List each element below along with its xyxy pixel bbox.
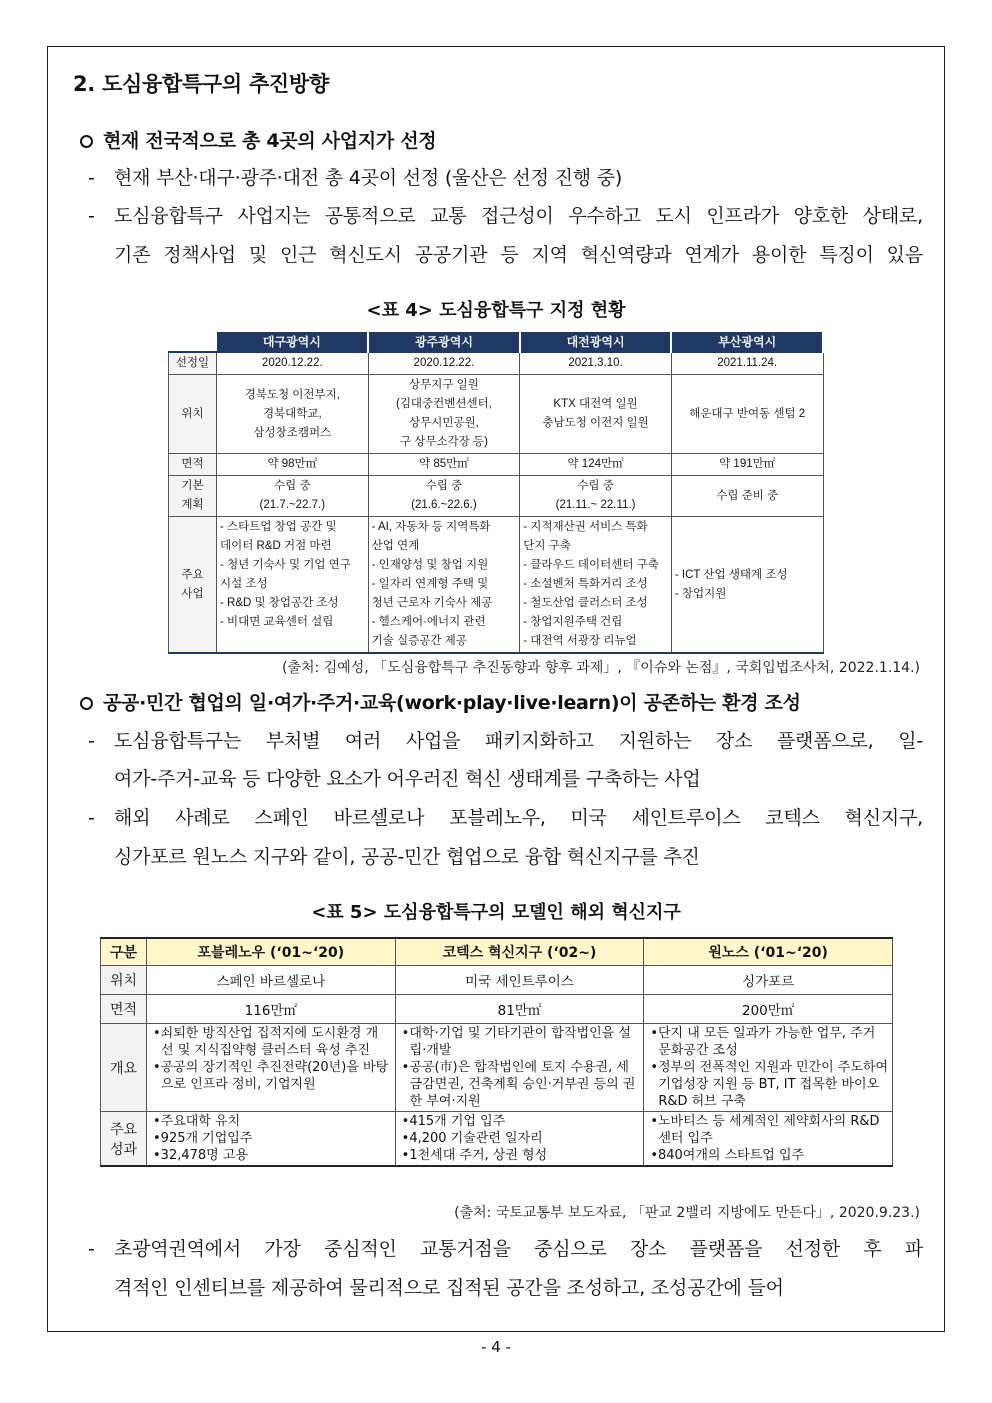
table4-cell: 해운대구 반여동 센텀 2 [671, 375, 823, 454]
table4-row-label: 기본 계획 [169, 476, 217, 517]
table4-caption: <표 4> 도심융합특구 지정 현황 [366, 300, 626, 321]
final-item: - 초광역권역에서 가장 중심적인 교통거점을 중심으로 장소 플랫폼을 선정한 후 파 [88, 1238, 923, 1260]
table4-cell: - 스타트업 창업 공간 및 데이터 R&D 거점 마련 - 청년 기숙사 및 기업 연구 시설 조성 - R&D 및 창업공간 조성 - 비대면 교육센터 설립 [217, 517, 369, 654]
table4 [168, 332, 824, 654]
table5 [100, 937, 893, 1167]
table4-cell: 약 98만㎡ [217, 454, 369, 476]
table5-row-label: 면적 [101, 995, 147, 1024]
table5-cell: •415개 기업 입주 •4,200 기술관련 일자리 •1천세대 주거, 상권 형성 [395, 1112, 644, 1167]
table4-cell: 경북도청 이전부지, 경북대학교, 삼성창조캠퍼스 [217, 375, 369, 454]
table4-row-label: 위치 [169, 375, 217, 454]
table5-cell: 싱가포르 [644, 966, 893, 995]
table4-row-label: 선정일 [169, 352, 217, 375]
table5-cell: •쇠퇴한 방직산업 집적지에 도시환경 개선 및 지식집약형 클러스터 육성 추진 •공공의 장기적인 추진전략(20년)을 바탕으로 인프라 정비, 기업지원 [147, 1024, 396, 1112]
bullet2-item-2-cont: 싱가포르 원노스 지구와 같이, 공공-민간 협업으로 융합 혁신지구를 추진 [114, 846, 700, 868]
table4-cell: 수립 중 (21.6.~22.6.) [368, 476, 520, 517]
table5-cell: •노바티스 등 세계적인 제약회사의 R&D센터 입주 •840여개의 스타트업 입주 [644, 1112, 893, 1167]
table5-header-onenorth: 원노스 (‘01~‘20) [644, 938, 893, 966]
table4-cell: KTX 대전역 일원 충남도청 이전지 일원 [520, 375, 672, 454]
table5-cell: •대학·기업 및 기타기관이 합작법인을 설립·개발 •공공(市)은 합작법인에 토지 수용권, 세금감면권, 건축계획 승인·거부권 등의 권한 부여·지원 [395, 1024, 644, 1112]
table4-cell: 약 191만㎡ [671, 454, 823, 476]
table4-cell: 약 124만㎡ [520, 454, 672, 476]
table4-cell: 약 85만㎡ [368, 454, 520, 476]
table5-cell: 스페인 바르셀로나 [147, 966, 396, 995]
table5-row-label: 위치 [101, 966, 147, 995]
circle-bullet-icon [80, 697, 93, 710]
table5-row-label: 개요 [101, 1024, 147, 1112]
table4-cell: 수립 준비 중 [671, 476, 823, 517]
table4-col-busan: 부산광역시 [671, 332, 823, 352]
table5-row-label: 주요 성과 [101, 1112, 147, 1167]
table4-cell: - AI, 자동차 등 지역특화 산업 연계 - 인재양성 및 창업 지원 - 일자리 연계형 주택 및 청년 근로자 기숙사 제공 - 헬스케어·에너지 관련 기술 실증공간 제공 [368, 517, 520, 654]
section-title: 2. 도심융합특구의 추진방향 [73, 72, 329, 96]
table5-cell: 200만㎡ [644, 995, 893, 1024]
bullet2-item-2: - 해외 사례로 스페인 바르셀로나 포블레노우, 미국 세인트루이스 코텍스 혁신지구, [88, 807, 923, 829]
table4-cell: 수립 중 (21.11.~ 22.11.) [520, 476, 672, 517]
table4-cell: 2021.3.10. [520, 352, 672, 375]
table4-cell: 수립 중 (21.7.~22.7.) [217, 476, 369, 517]
table5-header-cortex: 코텍스 혁신지구 (‘02~) [395, 938, 644, 966]
table5-cell: 116만㎡ [147, 995, 396, 1024]
final-item-cont: 격적인 인센티브를 제공하여 물리적으로 집적된 공간을 조성하고, 조성공간에 들어 [114, 1277, 784, 1299]
table5-header-category: 구분 [101, 938, 147, 966]
table4-cell: 2020.12.22. [368, 352, 520, 375]
table4-col-daejeon: 대전광역시 [520, 332, 672, 352]
table5-cell: 81만㎡ [395, 995, 644, 1024]
table4-col-gwangju: 광주광역시 [368, 332, 520, 352]
table5-cell: •주요대학 유치 •925개 기업입주 •32,478명 고용 [147, 1112, 396, 1167]
table5-caption: <표 5> 도심융합특구의 모델인 해외 혁신지구 [311, 902, 681, 923]
bullet2-item-1-cont: 여가-주거-교육 등 다양한 요소가 어우러진 혁신 생태계를 구축하는 사업 [114, 768, 701, 790]
table4-source: (출처: 김예성, 「도심융합특구 추진동향과 향후 과제」, 『이슈와 논점』, 국회입법조사처, 2022.1.14.) [282, 660, 920, 676]
circle-bullet-icon [80, 135, 93, 148]
bullet-heading-1: 현재 전국적으로 총 4곳의 사업지가 선정 [80, 126, 436, 153]
table4-corner [169, 332, 217, 352]
bullet2-item-1: - 도심융합특구는 부처별 여러 사업을 패키지화하고 지원하는 장소 플랫폼으로, 일- [88, 730, 923, 752]
page-number: - 4 - [481, 1338, 511, 1356]
table5-source: (출처: 국토교통부 보도자료, 「판교 2밸리 지방에도 만든다」, 2020.9.23.) [454, 1205, 920, 1221]
table5-cell: 미국 세인트루이스 [395, 966, 644, 995]
table4-row-label: 주요 사업 [169, 517, 217, 654]
bullet-heading-2: 공공·민간 협업의 일·여가·주거·교육(work·play·live·learn)이 공존하는 환경 조성 [80, 688, 801, 715]
table4-cell: 2021.11.24. [671, 352, 823, 375]
bullet1-item-2-cont: 기존 정책사업 및 인근 혁신도시 공공기관 등 지역 혁신역량과 연계가 용이한 특징이 있음 [114, 244, 923, 266]
table4-cell: - 지적재산권 서비스 특화 단지 구축 - 클라우드 데이터센터 구축 - 소셜벤처 특화거리 조성 - 철도산업 클러스터 조성 - 창업지원주택 건립 - 대전역 서광장 리뉴얼 [520, 517, 672, 654]
table5-cell: •단지 내 모든 일과가 가능한 업무, 주거 문화공간 조성 •정부의 전폭적인 지원과 민간이 주도하여 기업성장 지원 등 BT, IT 접목한 바이오 R&D 허브 구축 [644, 1024, 893, 1112]
bullet1-item-1: - 현재 부산·대구·광주·대전 총 4곳이 선정 (울산은 선정 진행 중) [88, 167, 623, 189]
table4-cell: - ICT 산업 생태계 조성 - 창업지원 [671, 517, 823, 654]
bullet1-item-2: - 도심융합특구 사업지는 공통적으로 교통 접근성이 우수하고 도시 인프라가 양호한 상태로, [88, 205, 923, 227]
table4-cell: 2020.12.22. [217, 352, 369, 375]
table4-cell: 상무지구 일원 (김대중컨벤션센터, 상무시민공원, 구 상무소각장 등) [368, 375, 520, 454]
table4-col-daegu: 대구광역시 [217, 332, 369, 352]
table4-row-label: 면적 [169, 454, 217, 476]
table5-header-poblenou: 포블레노우 (‘01~‘20) [147, 938, 396, 966]
